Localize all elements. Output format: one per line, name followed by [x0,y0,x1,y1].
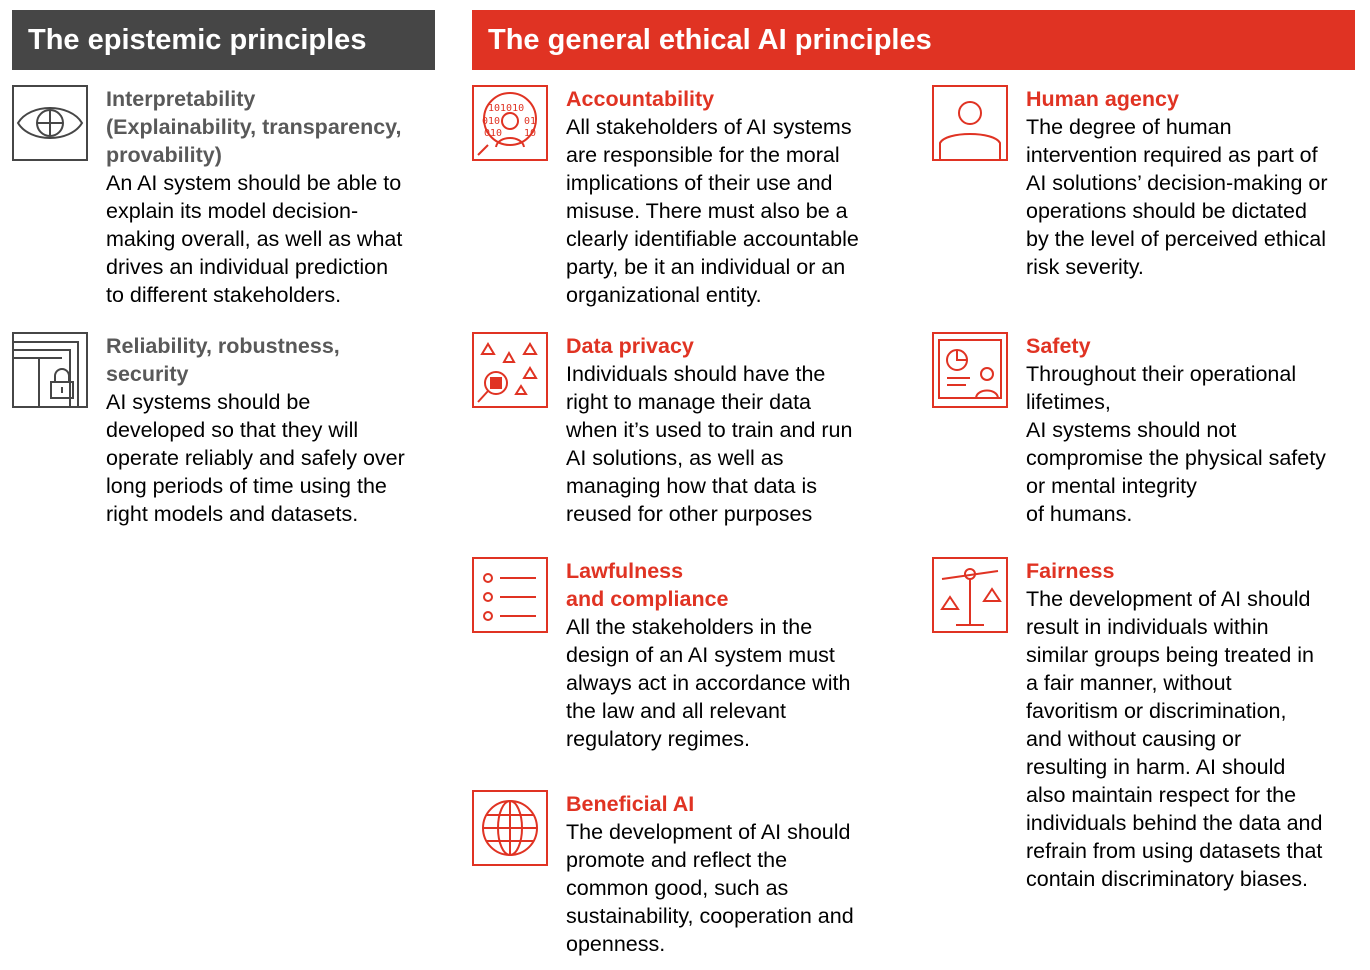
principle-title: Accountability [566,87,715,111]
principle-title: Data privacy [566,334,694,358]
principle-title: Reliability, robustness, security [106,334,340,386]
principle-body: Throughout their operational lifetimes, AI systems should not compromise the physical safety or mental integrity of humans. [1026,362,1326,526]
principle-title: Fairness [1026,559,1115,583]
principle-body: Individuals should have the right to manage their data when it’s used to train and run AI solutions, as well as managing how that data is reused for other purposes [566,362,853,526]
principle-body: All the stakeholders in the design of an AI system must always act in accordance with the law and all relevant regulatory regimes. [566,615,851,751]
principle-body: All stakeholders of AI systems are responsible for the moral implications of their use and misuse. There must also be a clearly identifiable accountable party, be it an individual or an organizational entity. [566,115,859,307]
checklist-icon [472,557,548,633]
principle-title: Beneficial AI [566,792,695,816]
svg-text:101010: 101010 [488,103,525,114]
scales-icon [932,557,1008,633]
principle-body: The development of AI should promote and reflect the common good, such as sustainability, cooperation and openness. [566,820,854,956]
principle-title: Interpretability (Explainability, transparency, provability) [106,87,402,167]
ethical-header: The general ethical AI principles [472,10,1355,70]
svg-text:10: 10 [524,128,537,139]
epistemic-header: The epistemic principles [12,10,435,70]
principle-body: The development of AI should result in individuals within similar groups being treated in a fair manner, without favoritism or discrimination, and without causing or resulting in harm. AI should also maintain respect for the individuals behind the data and refrain from using datasets that contain discriminatory biases. [1026,587,1323,891]
svg-text:010: 010 [482,116,501,127]
binary-person-icon [472,85,548,161]
globe-icon [472,790,548,866]
person-icon [932,85,1008,161]
lock-frames-icon [12,332,88,408]
principle-title: Lawfulness and compliance [566,559,729,611]
principle-title: Human agency [1026,87,1179,111]
principle-body: An AI system should be able to explain its model decision- making overall, as well as what drives an individual prediction to different stakeholders. [106,171,403,307]
principle-body: AI systems should be developed so that they will operate reliably and safely over long periods of time using the right models and datasets. [106,390,405,526]
data-search-icon [472,332,548,408]
principle-title: Safety [1026,334,1091,358]
svg-text:010: 010 [484,128,503,139]
principle-body: The degree of human intervention required as part of AI solutions’ decision-making or operations should be dictated by the level of perceived ethical risk severity. [1026,115,1328,279]
svg-text:01: 01 [524,116,537,127]
eye-icon [12,85,88,161]
presentation-icon [932,332,1008,408]
